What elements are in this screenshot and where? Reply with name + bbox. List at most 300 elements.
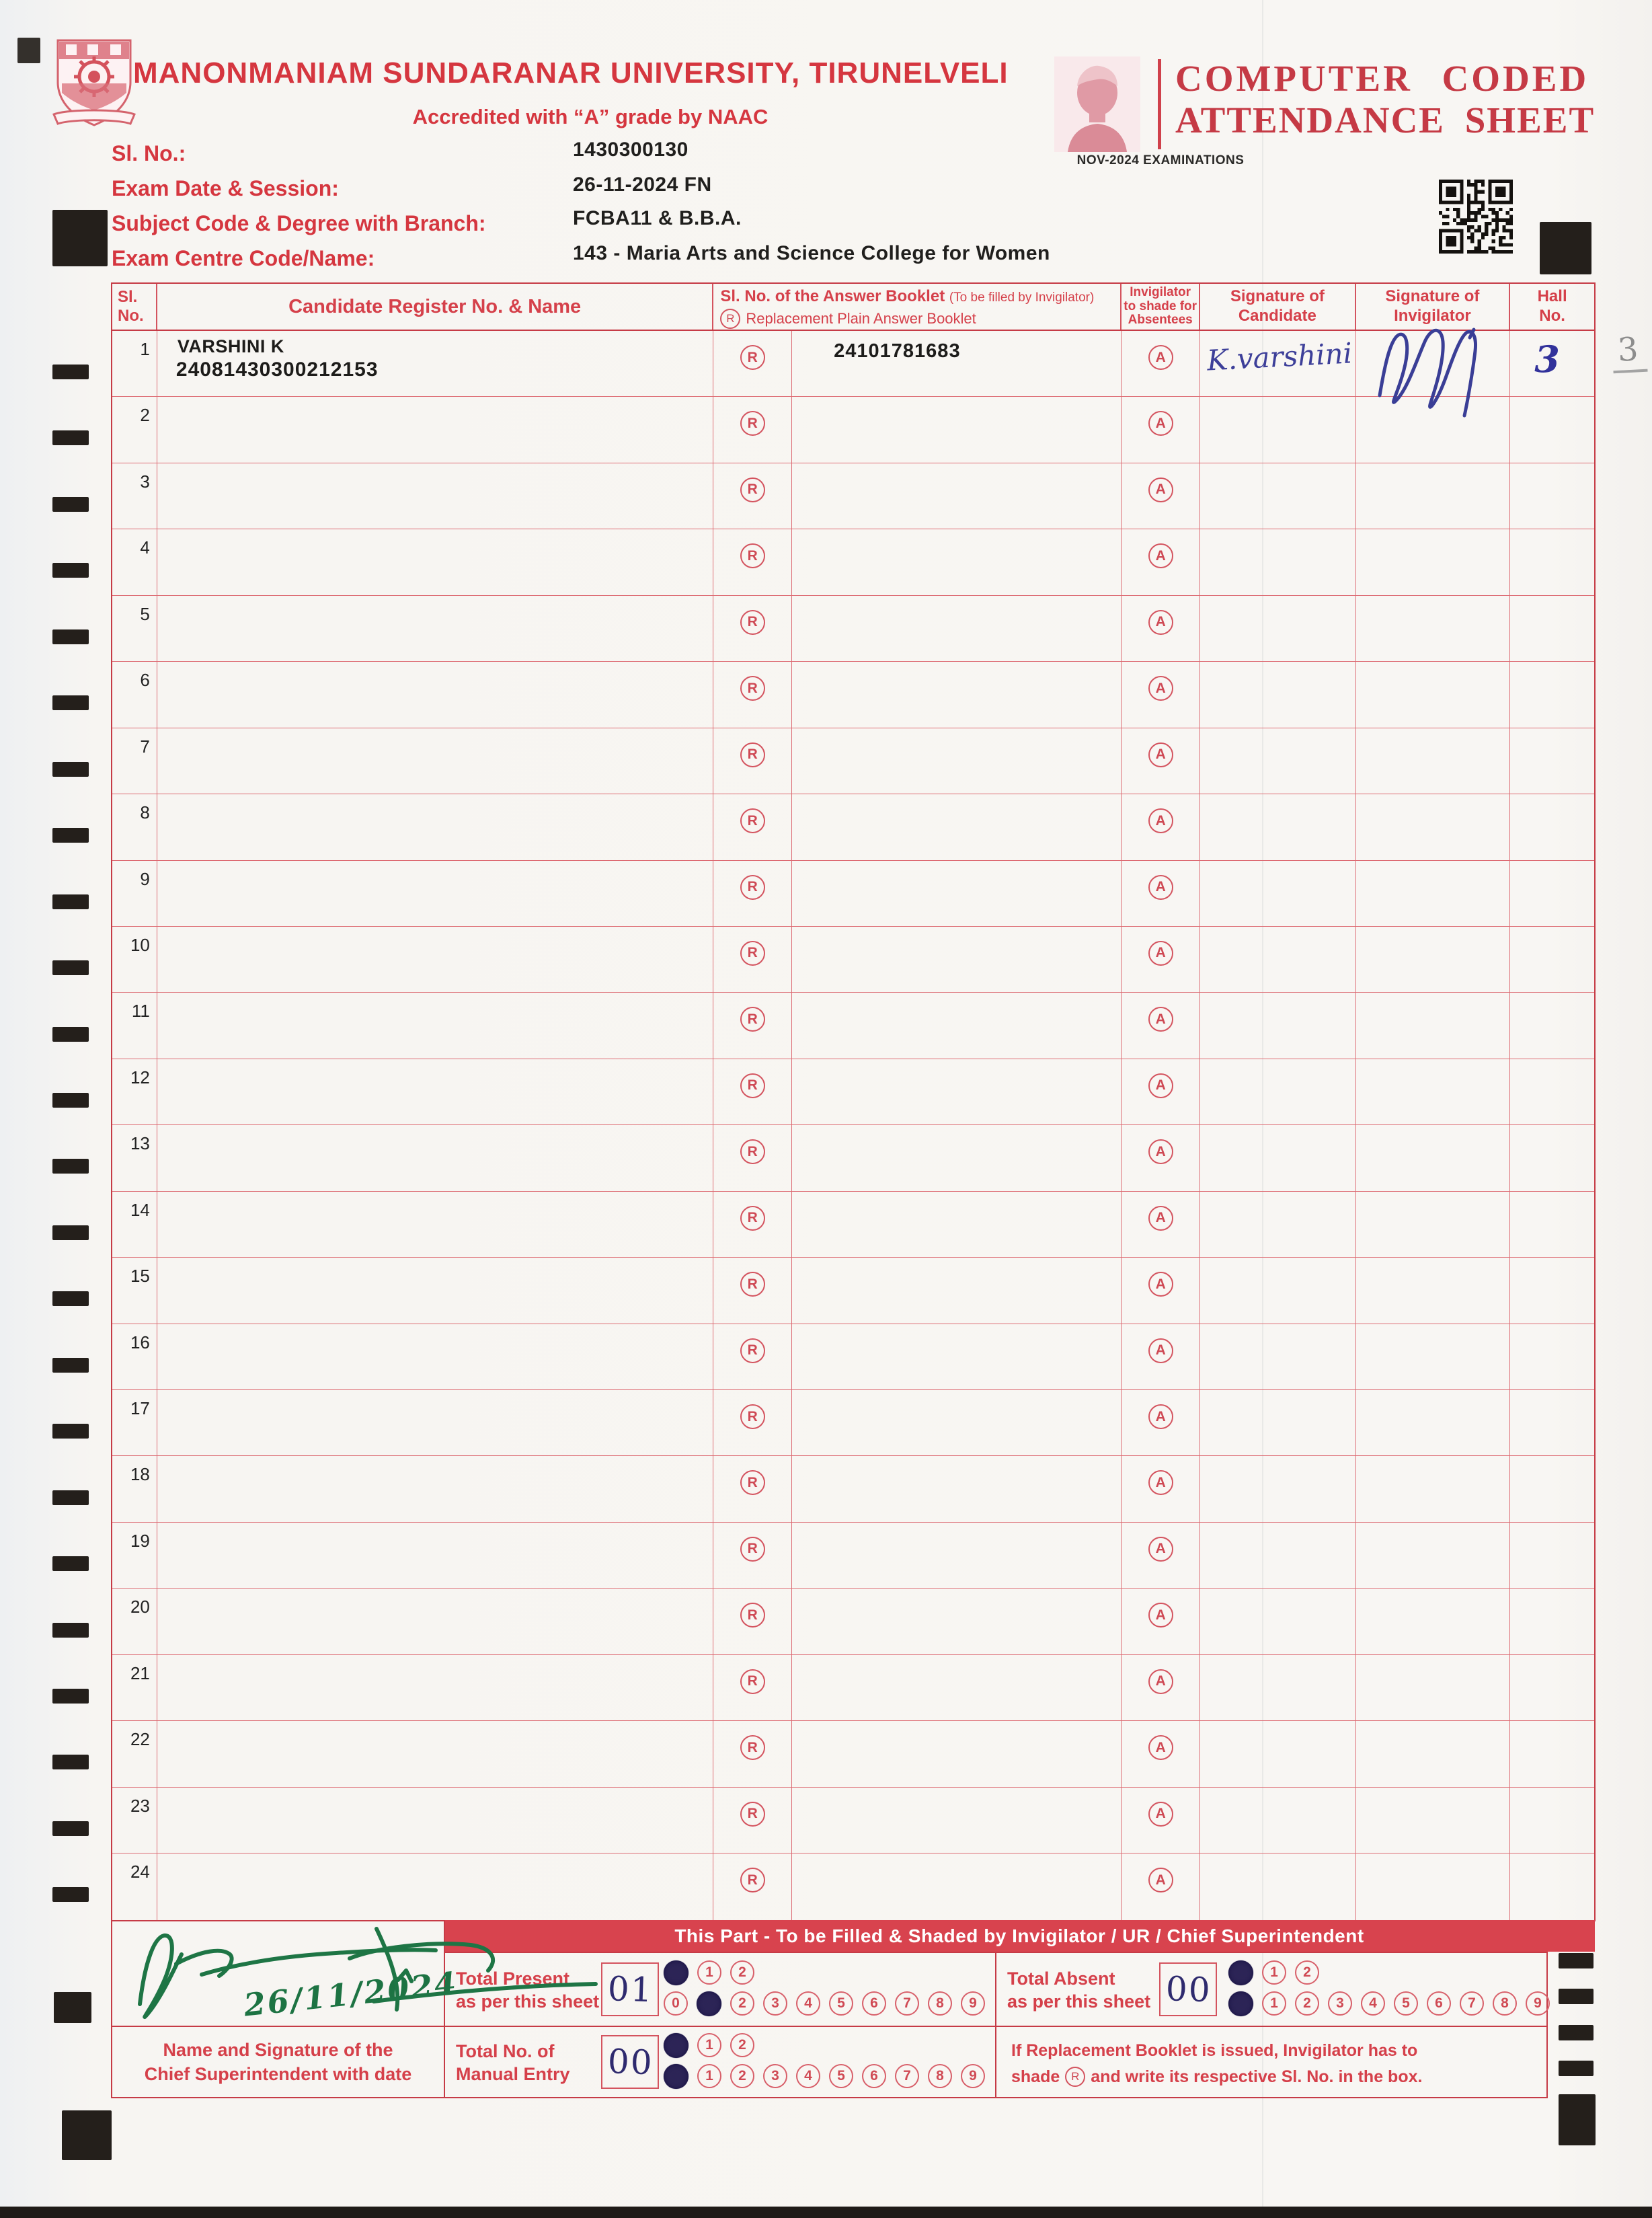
row-candidate bbox=[157, 728, 713, 794]
table-row bbox=[112, 1655, 1594, 1721]
row-sig-invigilator bbox=[1356, 1655, 1511, 1720]
timing-mark bbox=[52, 1887, 89, 1902]
row-booklet bbox=[792, 794, 1122, 859]
filled-bubble bbox=[1228, 1960, 1253, 1985]
row-hall bbox=[1510, 794, 1594, 859]
row-sig-candidate bbox=[1200, 1192, 1356, 1257]
replacement-note-cell bbox=[995, 2026, 1548, 2098]
row-hall bbox=[1510, 1853, 1594, 1919]
row-hall bbox=[1510, 1456, 1594, 1521]
row-replacement bbox=[713, 861, 792, 926]
row-absentee bbox=[1122, 1324, 1200, 1389]
row-sig-candidate bbox=[1200, 1125, 1356, 1190]
absentee-bubble: A bbox=[1148, 875, 1173, 900]
col-header-sig-invigilator: Signature of Invigilator bbox=[1356, 284, 1511, 330]
table-row bbox=[112, 1125, 1594, 1191]
timing-mark bbox=[52, 695, 89, 710]
manual-entry-box bbox=[601, 2035, 659, 2089]
row-sig-candidate bbox=[1200, 1258, 1356, 1323]
row-absentee bbox=[1122, 1523, 1200, 1588]
absentee-bubble: A bbox=[1148, 1338, 1173, 1363]
row-replacement bbox=[713, 397, 792, 462]
row-absentee bbox=[1122, 1456, 1200, 1521]
row-absentee bbox=[1122, 1258, 1200, 1323]
total-absent-box bbox=[1159, 1962, 1217, 2016]
absentee-bubble: A bbox=[1148, 1735, 1173, 1760]
row-sig-invigilator bbox=[1356, 1059, 1511, 1124]
row-booklet bbox=[792, 1390, 1122, 1455]
chief-superintendent-label: Name and Signature of the Chief Superintendent with date bbox=[144, 2039, 412, 2084]
row-candidate bbox=[157, 331, 713, 396]
row-candidate bbox=[157, 927, 713, 992]
row-sig-invigilator bbox=[1356, 794, 1511, 859]
absentee-bubble: A bbox=[1148, 1537, 1173, 1562]
col-header-booklet: Sl. No. of the Answer Booklet (To be filled by Invigilator) R Replacement Plain Answer Booklet bbox=[713, 284, 1122, 330]
replacement-bubble: R bbox=[740, 941, 765, 966]
timing-mark bbox=[52, 894, 89, 909]
row-replacement bbox=[713, 1589, 792, 1654]
absentee-bubble: A bbox=[1148, 1868, 1173, 1892]
timing-mark bbox=[52, 629, 89, 644]
row-candidate bbox=[157, 794, 713, 859]
row-booklet bbox=[792, 1788, 1122, 1853]
row-sig-candidate bbox=[1200, 927, 1356, 992]
row-replacement bbox=[713, 1125, 792, 1190]
row-replacement bbox=[713, 529, 792, 595]
bubble-row-units bbox=[664, 1988, 985, 2019]
row-sig-invigilator bbox=[1356, 596, 1511, 661]
row-hall bbox=[1510, 662, 1594, 727]
timing-mark bbox=[52, 1358, 89, 1373]
row-sig-invigilator bbox=[1356, 1788, 1511, 1853]
absentee-bubble: A bbox=[1148, 941, 1173, 966]
timing-mark bbox=[52, 1490, 89, 1505]
row-sig-candidate bbox=[1200, 1059, 1356, 1124]
row-number: 12 bbox=[112, 1059, 157, 1124]
row-replacement bbox=[713, 1456, 792, 1521]
table-row bbox=[112, 1059, 1594, 1125]
timing-mark bbox=[52, 960, 89, 975]
replacement-symbol-icon: R bbox=[720, 309, 740, 329]
row-sig-candidate bbox=[1200, 596, 1356, 661]
row-candidate bbox=[157, 1788, 713, 1853]
field-label-slno: Sl. No.: bbox=[112, 141, 186, 165]
table-row bbox=[112, 463, 1594, 529]
row-booklet bbox=[792, 927, 1122, 992]
row-candidate bbox=[157, 861, 713, 926]
table-row bbox=[112, 662, 1594, 728]
row-number: 15 bbox=[112, 1258, 157, 1323]
row-number: 6 bbox=[112, 662, 157, 727]
row-sig-invigilator bbox=[1356, 662, 1511, 727]
absentee-bubble: A bbox=[1148, 1404, 1173, 1429]
row-replacement bbox=[713, 1324, 792, 1389]
col-header-sig-candidate: Signature of Candidate bbox=[1200, 284, 1356, 330]
table-header-row bbox=[111, 282, 1596, 331]
digit-bubble: 1 bbox=[697, 2033, 721, 2057]
digit-bubble: 8 bbox=[928, 1991, 952, 2016]
row-sig-candidate bbox=[1200, 728, 1356, 794]
absentee-bubble: A bbox=[1148, 477, 1173, 502]
row-replacement bbox=[713, 794, 792, 859]
digit-bubble: 1 bbox=[697, 2064, 721, 2088]
timing-mark bbox=[52, 1556, 89, 1571]
table-row bbox=[112, 1390, 1594, 1456]
absentee-bubble: A bbox=[1148, 345, 1173, 370]
row-number: 24 bbox=[112, 1853, 157, 1919]
replacement-bubble: R bbox=[740, 1470, 765, 1495]
absentee-bubble: A bbox=[1148, 742, 1173, 767]
row-hall bbox=[1510, 1258, 1594, 1323]
field-value-centre: 143 - Maria Arts and Science College for Women bbox=[573, 242, 1050, 264]
row-absentee bbox=[1122, 662, 1200, 727]
qr-code bbox=[1439, 179, 1513, 254]
filled-bubble bbox=[664, 1960, 689, 1985]
field-label-examdate: Exam Date & Session: bbox=[112, 176, 339, 200]
hall-number-pencil: 3 bbox=[1611, 330, 1647, 374]
chief-label-cell bbox=[111, 2026, 445, 2098]
timing-mark bbox=[52, 1689, 89, 1704]
replacement-bubble: R bbox=[740, 1603, 765, 1628]
bubble-row-units bbox=[1228, 1988, 1550, 2019]
row-number: 11 bbox=[112, 993, 157, 1058]
row-sig-candidate bbox=[1200, 331, 1356, 396]
table-row bbox=[112, 1853, 1594, 1919]
row-booklet bbox=[792, 861, 1122, 926]
table-row bbox=[112, 529, 1594, 595]
digit-bubble: 5 bbox=[829, 1991, 853, 2016]
filled-bubble bbox=[697, 1991, 721, 2016]
row-sig-candidate bbox=[1200, 1456, 1356, 1521]
row-candidate bbox=[157, 1853, 713, 1919]
timing-mark bbox=[52, 828, 89, 843]
replacement-bubble: R bbox=[740, 345, 765, 370]
row-absentee bbox=[1122, 728, 1200, 794]
replacement-bubble: R bbox=[740, 1007, 765, 1032]
row-hall bbox=[1510, 1655, 1594, 1720]
col-header-absentees: Invigilator to shade for Absentees bbox=[1122, 284, 1200, 330]
row-sig-invigilator bbox=[1356, 1125, 1511, 1190]
row-replacement bbox=[713, 463, 792, 529]
row-absentee bbox=[1122, 397, 1200, 462]
row-candidate bbox=[157, 1258, 713, 1323]
table-row bbox=[112, 1589, 1594, 1654]
row-absentee bbox=[1122, 993, 1200, 1058]
row-hall bbox=[1510, 861, 1594, 926]
row-sig-invigilator bbox=[1356, 861, 1511, 926]
row-booklet bbox=[792, 596, 1122, 661]
absentee-bubble: A bbox=[1148, 610, 1173, 635]
row-sig-invigilator bbox=[1356, 1853, 1511, 1919]
row-number: 17 bbox=[112, 1390, 157, 1455]
row-booklet bbox=[792, 993, 1122, 1058]
row-sig-candidate bbox=[1200, 397, 1356, 462]
row-booklet bbox=[792, 1655, 1122, 1720]
candidate-signature: K.varshini bbox=[1206, 336, 1353, 377]
timing-mark bbox=[52, 563, 89, 578]
row-replacement bbox=[713, 1523, 792, 1588]
row-hall bbox=[1510, 463, 1594, 529]
row-candidate bbox=[157, 1192, 713, 1257]
replacement-note: If Replacement Booklet is issued, Invigilator has to shade R and write its respective Sl. No. in the box. bbox=[1011, 2041, 1423, 2086]
row-absentee bbox=[1122, 1589, 1200, 1654]
replacement-bubble: R bbox=[740, 808, 765, 833]
table-row bbox=[112, 331, 1594, 397]
digit-bubble: 7 bbox=[895, 2064, 919, 2088]
row-candidate bbox=[157, 463, 713, 529]
digit-bubble: 4 bbox=[796, 1991, 820, 2016]
digit-bubble: 6 bbox=[1427, 1991, 1451, 2016]
absentee-bubble: A bbox=[1148, 1139, 1173, 1164]
total-absent-value: 00 bbox=[1165, 1968, 1212, 2010]
table-body bbox=[111, 331, 1596, 1921]
row-booklet bbox=[792, 331, 1122, 396]
row-number: 22 bbox=[112, 1721, 157, 1786]
row-candidate bbox=[157, 1589, 713, 1654]
digit-bubble: 1 bbox=[1262, 1991, 1286, 2016]
digit-bubble: 2 bbox=[730, 1960, 754, 1985]
row-candidate bbox=[157, 662, 713, 727]
field-label-subject: Subject Code & Degree with Branch: bbox=[112, 211, 486, 235]
row-hall bbox=[1510, 1721, 1594, 1786]
col-header-slno: Sl. No. bbox=[112, 284, 157, 330]
row-replacement bbox=[713, 1655, 792, 1720]
row-sig-invigilator bbox=[1356, 463, 1511, 529]
row-number: 7 bbox=[112, 728, 157, 794]
row-hall bbox=[1510, 331, 1594, 396]
row-booklet bbox=[792, 1324, 1122, 1389]
row-number: 16 bbox=[112, 1324, 157, 1389]
row-candidate bbox=[157, 1655, 713, 1720]
absentee-bubble: A bbox=[1148, 1603, 1173, 1628]
university-logo bbox=[48, 28, 140, 135]
replacement-bubble: R bbox=[740, 543, 765, 568]
row-booklet bbox=[792, 1125, 1122, 1190]
row-sig-candidate bbox=[1200, 1788, 1356, 1853]
big-timing-mark bbox=[52, 210, 108, 266]
row-absentee bbox=[1122, 529, 1200, 595]
row-absentee bbox=[1122, 463, 1200, 529]
filled-bubble bbox=[664, 2033, 689, 2058]
row-absentee bbox=[1122, 1390, 1200, 1455]
row-booklet bbox=[792, 397, 1122, 462]
row-replacement bbox=[713, 927, 792, 992]
bottom-right-mark bbox=[1559, 2094, 1596, 2145]
row-number: 1 bbox=[112, 331, 157, 396]
candidate-name: VARSHINI K bbox=[177, 336, 284, 356]
row-sig-candidate bbox=[1200, 993, 1356, 1058]
row-booklet bbox=[792, 662, 1122, 727]
digit-bubble: 9 bbox=[1526, 1991, 1550, 2016]
digit-bubble: 1 bbox=[1262, 1960, 1286, 1985]
row-hall bbox=[1510, 1192, 1594, 1257]
row-hall bbox=[1510, 1324, 1594, 1389]
row-candidate bbox=[157, 1059, 713, 1124]
row-sig-invigilator bbox=[1356, 529, 1511, 595]
row-hall bbox=[1510, 596, 1594, 661]
row-number: 10 bbox=[112, 927, 157, 992]
table-row bbox=[112, 397, 1594, 463]
table-row bbox=[112, 1258, 1594, 1324]
row-sig-invigilator bbox=[1356, 1192, 1511, 1257]
row-hall bbox=[1510, 1059, 1594, 1124]
table-row bbox=[112, 1788, 1594, 1853]
row-sig-candidate bbox=[1200, 794, 1356, 859]
digit-bubble: 7 bbox=[895, 1991, 919, 2016]
row-absentee bbox=[1122, 927, 1200, 992]
row-hall bbox=[1510, 529, 1594, 595]
timing-mark bbox=[52, 1291, 89, 1306]
row-number: 8 bbox=[112, 794, 157, 859]
table-row bbox=[112, 728, 1594, 794]
table-row bbox=[112, 1324, 1594, 1390]
row-hall bbox=[1510, 1125, 1594, 1190]
row-sig-invigilator bbox=[1356, 1721, 1511, 1786]
bubble-row-tens bbox=[664, 1957, 985, 1988]
row-sig-invigilator bbox=[1356, 331, 1511, 396]
col-header-hall: Hall No. bbox=[1537, 287, 1567, 325]
timing-mark bbox=[52, 1755, 89, 1769]
replacement-bubble: R bbox=[740, 875, 765, 900]
row-sig-invigilator bbox=[1356, 1324, 1511, 1389]
row-number: 14 bbox=[112, 1192, 157, 1257]
row-sig-invigilator bbox=[1356, 1589, 1511, 1654]
total-present-cell bbox=[444, 1952, 996, 2027]
row-candidate bbox=[157, 529, 713, 595]
row-absentee bbox=[1122, 1059, 1200, 1124]
digit-bubble: 0 bbox=[664, 1991, 688, 2016]
timing-mark bbox=[52, 365, 89, 379]
row-number: 19 bbox=[112, 1523, 157, 1588]
table-row bbox=[112, 1456, 1594, 1522]
title-divider bbox=[1158, 59, 1161, 149]
timing-mark bbox=[52, 1623, 89, 1638]
row-replacement bbox=[713, 1258, 792, 1323]
row-booklet bbox=[792, 1258, 1122, 1323]
chief-signature-date: 26/11/2024 bbox=[242, 1964, 460, 2024]
row-replacement bbox=[713, 728, 792, 794]
row-hall bbox=[1510, 728, 1594, 794]
row-replacement bbox=[713, 1192, 792, 1257]
timing-mark bbox=[52, 1821, 89, 1836]
table-row bbox=[112, 993, 1594, 1059]
timing-mark bbox=[52, 1027, 89, 1042]
row-number: 4 bbox=[112, 529, 157, 595]
row-number: 21 bbox=[112, 1655, 157, 1720]
field-value-subject: FCBA11 & B.B.A. bbox=[573, 207, 742, 229]
row-sig-candidate bbox=[1200, 1523, 1356, 1588]
table-row bbox=[112, 927, 1594, 993]
booklet-number: 24101781683 bbox=[834, 340, 961, 362]
digit-bubble: 8 bbox=[1493, 1991, 1517, 2016]
total-present-value: 01 bbox=[607, 1968, 654, 2010]
row-absentee bbox=[1122, 331, 1200, 396]
replacement-bubble: R bbox=[740, 742, 765, 767]
header-block-mark bbox=[1540, 222, 1591, 274]
replacement-bubble: R bbox=[740, 1272, 765, 1297]
row-sig-invigilator bbox=[1356, 1258, 1511, 1323]
row-sig-invigilator bbox=[1356, 728, 1511, 794]
row-absentee bbox=[1122, 1125, 1200, 1190]
total-absent-bubbles bbox=[1228, 1957, 1550, 2019]
col-header-candidate: Candidate Register No. & Name bbox=[157, 284, 713, 330]
digit-bubble: 2 bbox=[730, 1991, 754, 2016]
timing-mark bbox=[1559, 2025, 1594, 2040]
row-number: 2 bbox=[112, 397, 157, 462]
row-hall bbox=[1510, 397, 1594, 462]
timing-mark bbox=[1559, 1989, 1594, 2004]
row-replacement bbox=[713, 1721, 792, 1786]
bubble-row-tens bbox=[1228, 1957, 1550, 1988]
row-number: 5 bbox=[112, 596, 157, 661]
manual-entry-label: Total No. of Manual Entry bbox=[456, 2041, 570, 2084]
row-absentee bbox=[1122, 1655, 1200, 1720]
row-number: 20 bbox=[112, 1589, 157, 1654]
table-row bbox=[112, 1721, 1594, 1787]
absentee-bubble: A bbox=[1148, 1073, 1173, 1098]
timing-mark bbox=[52, 1225, 89, 1240]
row-number: 23 bbox=[112, 1788, 157, 1853]
timing-mark bbox=[1559, 2061, 1594, 2076]
absentee-bubble: A bbox=[1148, 1007, 1173, 1032]
row-sig-invigilator bbox=[1356, 927, 1511, 992]
digit-bubble: 7 bbox=[1460, 1991, 1484, 2016]
row-candidate bbox=[157, 1324, 713, 1389]
total-absent-cell bbox=[995, 1952, 1548, 2027]
filled-bubble bbox=[664, 2064, 689, 2089]
absentee-bubble: A bbox=[1148, 1802, 1173, 1827]
row-hall bbox=[1510, 1589, 1594, 1654]
digit-bubble: 3 bbox=[1328, 1991, 1352, 2016]
row-replacement bbox=[713, 1788, 792, 1853]
bottom-left-mark bbox=[62, 2110, 112, 2160]
row-hall bbox=[1510, 1523, 1594, 1588]
table-row bbox=[112, 1523, 1594, 1589]
row-absentee bbox=[1122, 596, 1200, 661]
row-number: 9 bbox=[112, 861, 157, 926]
candidate-register-no: 24081430300212153 bbox=[175, 358, 379, 381]
row-number: 3 bbox=[112, 463, 157, 529]
timing-mark bbox=[52, 497, 89, 512]
replacement-bubble: R bbox=[740, 1802, 765, 1827]
row-absentee bbox=[1122, 1788, 1200, 1853]
timing-mark bbox=[54, 1992, 91, 2023]
row-booklet bbox=[792, 1589, 1122, 1654]
table-row bbox=[112, 794, 1594, 860]
digit-bubble: 2 bbox=[730, 2033, 754, 2057]
scanner-edge-bar bbox=[0, 2207, 1652, 2218]
row-number: 18 bbox=[112, 1456, 157, 1521]
digit-bubble: 2 bbox=[1295, 1991, 1319, 2016]
sheet-title bbox=[1175, 58, 1619, 141]
total-present-box bbox=[601, 1962, 659, 2016]
field-value-examdate: 26-11-2024 FN bbox=[573, 174, 712, 196]
replacement-bubble: R bbox=[740, 1206, 765, 1231]
replacement-bubble: R bbox=[740, 610, 765, 635]
timing-mark bbox=[52, 1424, 89, 1439]
digit-bubble: 9 bbox=[961, 1991, 985, 2016]
row-sig-candidate bbox=[1200, 1853, 1356, 1919]
timing-mark bbox=[52, 1093, 89, 1108]
row-hall bbox=[1510, 1390, 1594, 1455]
row-candidate bbox=[157, 1125, 713, 1190]
timing-mark bbox=[52, 1159, 89, 1174]
sheet-title-line1: COMPUTER CODED bbox=[1175, 58, 1589, 99]
row-booklet bbox=[792, 1523, 1122, 1588]
digit-bubble: 8 bbox=[928, 2064, 952, 2088]
absentee-bubble: A bbox=[1148, 1272, 1173, 1297]
footer-banner: This Part - To be Filled & Shaded by Invigilator / UR / Chief Superintendent bbox=[444, 1920, 1595, 1952]
